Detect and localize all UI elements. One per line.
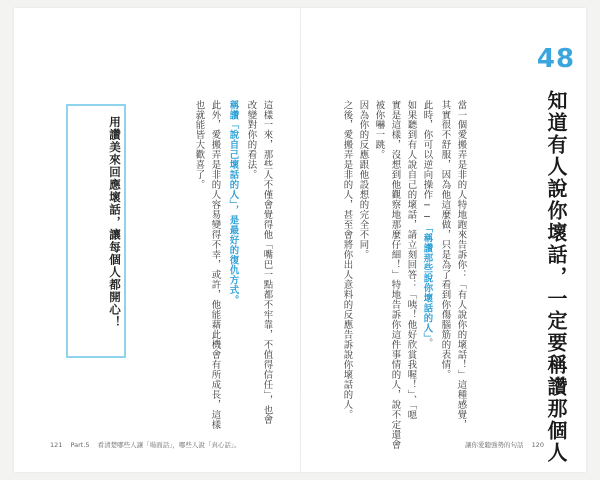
text-column-with-highlight (420, 100, 434, 348)
text-column: 也就能皆大歡喜了。 (193, 100, 205, 190)
chapter-number: 48 (536, 44, 576, 74)
left-page-footer (50, 440, 247, 449)
text-segment: 。 (421, 338, 433, 349)
page-gutter (300, 8, 301, 472)
book-title: 讓你愛聽強勢的句話 (465, 441, 524, 449)
part-label: Part.5 (70, 441, 90, 449)
highlighted-text: 「稱讚那些說你壞話的人」 (421, 223, 433, 339)
text-column: 實是這樣，沒想到他觀察地那麼仔細！」特地告訴你這件事情的人，說不定還會 (389, 100, 401, 450)
text-column: 因為你的反應跟他設想的完全不同。 (357, 100, 369, 260)
book-spread (14, 8, 586, 472)
highlighted-text-column: 稱讚「說自己壞話的人」，是最好的復仇方式。 (227, 100, 239, 306)
page-number: 120 (531, 441, 544, 449)
text-column: 其實很不舒服，因為他這麼做，只是為了看到你傷腦筋的表情。 (439, 100, 451, 380)
text-column: 此外，愛搬弄是非的人容易變得不幸，或許，他能藉此機會有所成長，這樣 (209, 100, 221, 430)
text-column: 被你嚇一跳。 (373, 100, 385, 160)
text-segment: 此時，你可以逆向操作── (421, 100, 433, 224)
part-title: 看清楚哪些人讓「場面話」，哪些人說「真心話」。 (97, 441, 241, 449)
text-column: 這樣一來，那些人不僅會覺得他「嘴巴一點都不牢靠，不值得信任」，也會 (261, 100, 273, 425)
text-column: 改變對你的看法。 (245, 100, 257, 180)
callout-text: 用讚美來回應壞話，讓每個人都開心！ (108, 116, 122, 329)
chapter-title: 知道有人說你壞話，一定要稱讚那個人 (544, 90, 568, 464)
text-column: 當一個愛搬弄是非的人特地跑來告訴你：「有人說你的壞話！」這種感覺， (455, 100, 467, 430)
right-page-footer (465, 440, 550, 449)
summary-callout-box (66, 104, 126, 358)
text-column: 之後，愛搬弄是非的人，甚至會將你出人意料的反應告訴說你壞話的人。 (341, 100, 353, 420)
text-column: 如果聽到有人說自己的壞話，請立刻回答：「咦！他好欣賞我喔！」、「嗯 (405, 100, 417, 421)
page-number: 121 (50, 441, 63, 449)
